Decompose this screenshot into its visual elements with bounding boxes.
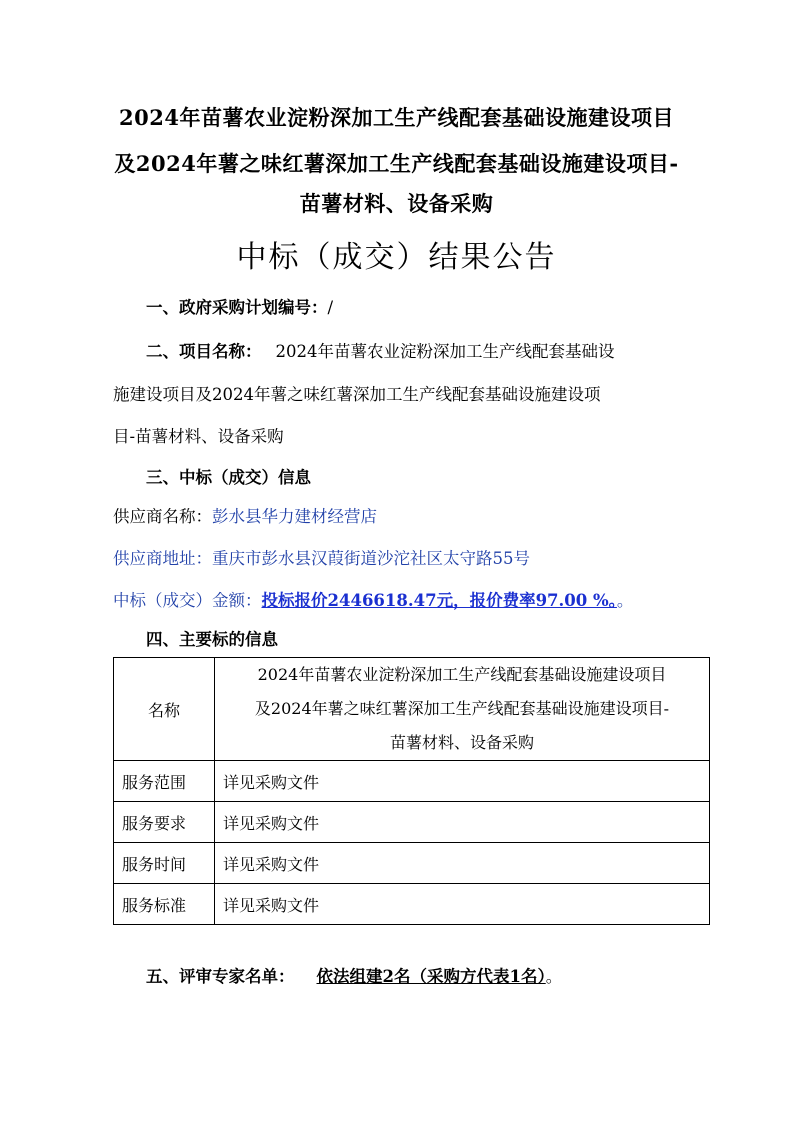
supplier-address-row — [113, 545, 530, 569]
table-row — [114, 761, 710, 802]
name-value-line-1: 2024年苗薯农业淀粉深加工生产线配套基础设施建设项目 — [257, 665, 667, 684]
project-name-part-1: 2024年苗薯农业淀粉深加工生产线配套基础设 — [275, 342, 615, 361]
table-row — [114, 843, 710, 884]
name-value-line-3: 苗薯材料、设备采购 — [389, 733, 534, 752]
row-value-cell: 详见采购文件 — [215, 884, 710, 925]
project-name-part-2: 施建设项目及2024年薯之味红薯深加工生产线配套基础设施建设项 — [113, 385, 601, 404]
row-value-cell: 详见采购文件 — [215, 802, 710, 843]
experts-end: 。 — [545, 967, 563, 986]
row-value-cell: 详见采购文件 — [215, 761, 710, 802]
row-label-cell: 服务时间 — [114, 843, 215, 884]
page-heading: 中标（成交）结果公告 — [236, 240, 557, 275]
subject-info-table — [113, 657, 710, 925]
experts-value: 依法组建2名（采购方代表1名） — [316, 967, 546, 986]
section-3-heading: 三、中标（成交）信息 — [146, 468, 311, 487]
award-amount-label: 中标（成交）金额： — [113, 591, 262, 610]
plan-number-value: / — [327, 298, 334, 317]
row-label-cell: 服务范围 — [114, 761, 215, 802]
title-line-2: 及2024年薯之味红薯深加工生产线配套基础设施建设项目- — [114, 151, 679, 176]
title-line-1: 2024年苗薯农业淀粉深加工生产线配套基础设施建设项目 — [119, 105, 674, 130]
title-line-3: 苗薯材料、设备采购 — [299, 191, 494, 216]
row-label-cell: 服务要求 — [114, 802, 215, 843]
name-value-cell — [215, 658, 710, 761]
section-5 — [146, 963, 562, 987]
supplier-name-label: 供应商名称： — [113, 507, 212, 526]
experts-label: 五、评审专家名单： — [146, 967, 295, 986]
supplier-name-row — [113, 503, 377, 527]
award-amount: 投标报价2446618.47元，报价费率97.00 %。 — [261, 591, 617, 610]
row-value-cell: 详见采购文件 — [215, 843, 710, 884]
table-row — [114, 658, 710, 761]
name-value-line-2: 及2024年薯之味红薯深加工生产线配套基础设施建设项目- — [254, 699, 670, 718]
supplier-name: 彭水县华力建材经营店 — [212, 507, 377, 526]
award-amount-row — [113, 587, 633, 611]
table-row — [114, 884, 710, 925]
project-name-part-3: 目-苗薯材料、设备采购 — [113, 427, 284, 446]
row-label-cell: 服务标准 — [114, 884, 215, 925]
section-1 — [146, 294, 333, 318]
award-amount-end: 。 — [616, 591, 634, 610]
section-4-heading: 四、主要标的信息 — [146, 630, 278, 649]
section-2-line-1 — [146, 338, 615, 362]
supplier-address: 重庆市彭水县汉葭街道沙沱社区太守路55号 — [212, 549, 530, 568]
plan-number-label: 一、政府采购计划编号： — [146, 298, 328, 317]
project-name-label: 二、项目名称： — [146, 342, 262, 361]
name-label-cell: 名称 — [114, 658, 215, 761]
table-row — [114, 802, 710, 843]
supplier-address-label: 供应商地址： — [113, 549, 212, 568]
